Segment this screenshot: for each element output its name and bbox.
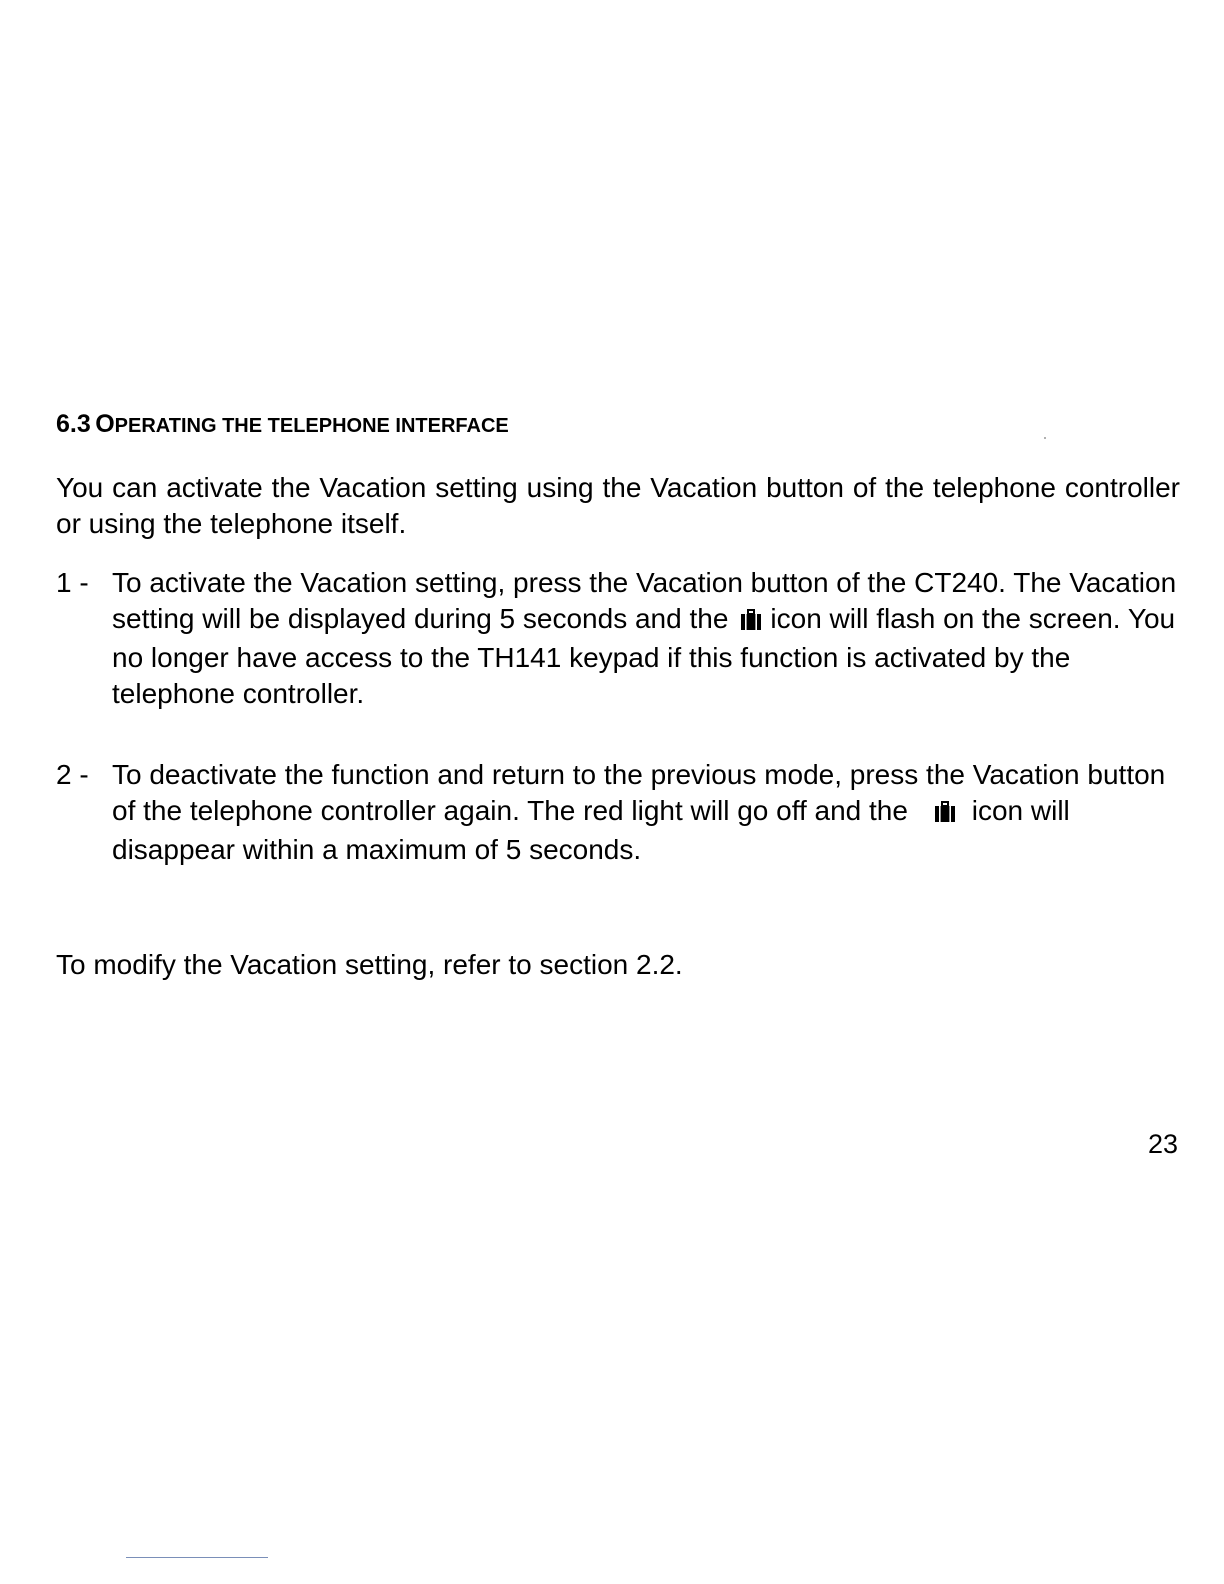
step-body — [112, 757, 1180, 868]
scan-speck — [1044, 437, 1046, 439]
step-text-before-icon: To activate the Vacation setting, press the Vacation button of the CT240. The Vacation setting will be displayed during 5 seconds and the — [112, 567, 1177, 634]
vacation-suitcase-icon — [740, 604, 762, 640]
step-marker: 1 - — [56, 567, 89, 598]
section-title-rest: PERATING THE TELEPHONE INTERFACE — [114, 415, 509, 437]
section-number: 6.3 — [56, 410, 91, 438]
vacation-suitcase-icon — [934, 796, 956, 832]
section-title-initial: O — [95, 410, 115, 438]
step-text-after-icon: icon will disappear within a maximum of 5 seconds. — [112, 795, 1070, 865]
closing-paragraph: To modify the Vacation setting, refer to section 2.2. — [56, 949, 683, 980]
section-heading — [56, 412, 509, 437]
step-text-before-icon: To deactivate the function and return to the previous mode, press the Vacation button of the telephone controller again. The red light will go off and the — [112, 759, 1166, 826]
step-body — [112, 565, 1180, 712]
intro-paragraph: You can activate the Vacation setting using the Vacation button of the telephone controller or using the telephone itself. — [56, 472, 1180, 539]
page-number: 23 — [1147, 1129, 1178, 1159]
step-text-after-icon: icon will flash on the screen. You no longer have access to the TH141 keypad if this function is activated by the telephone controller. — [112, 603, 1176, 709]
footer-rule — [126, 1557, 268, 1558]
step-marker: 2 - — [56, 759, 89, 790]
